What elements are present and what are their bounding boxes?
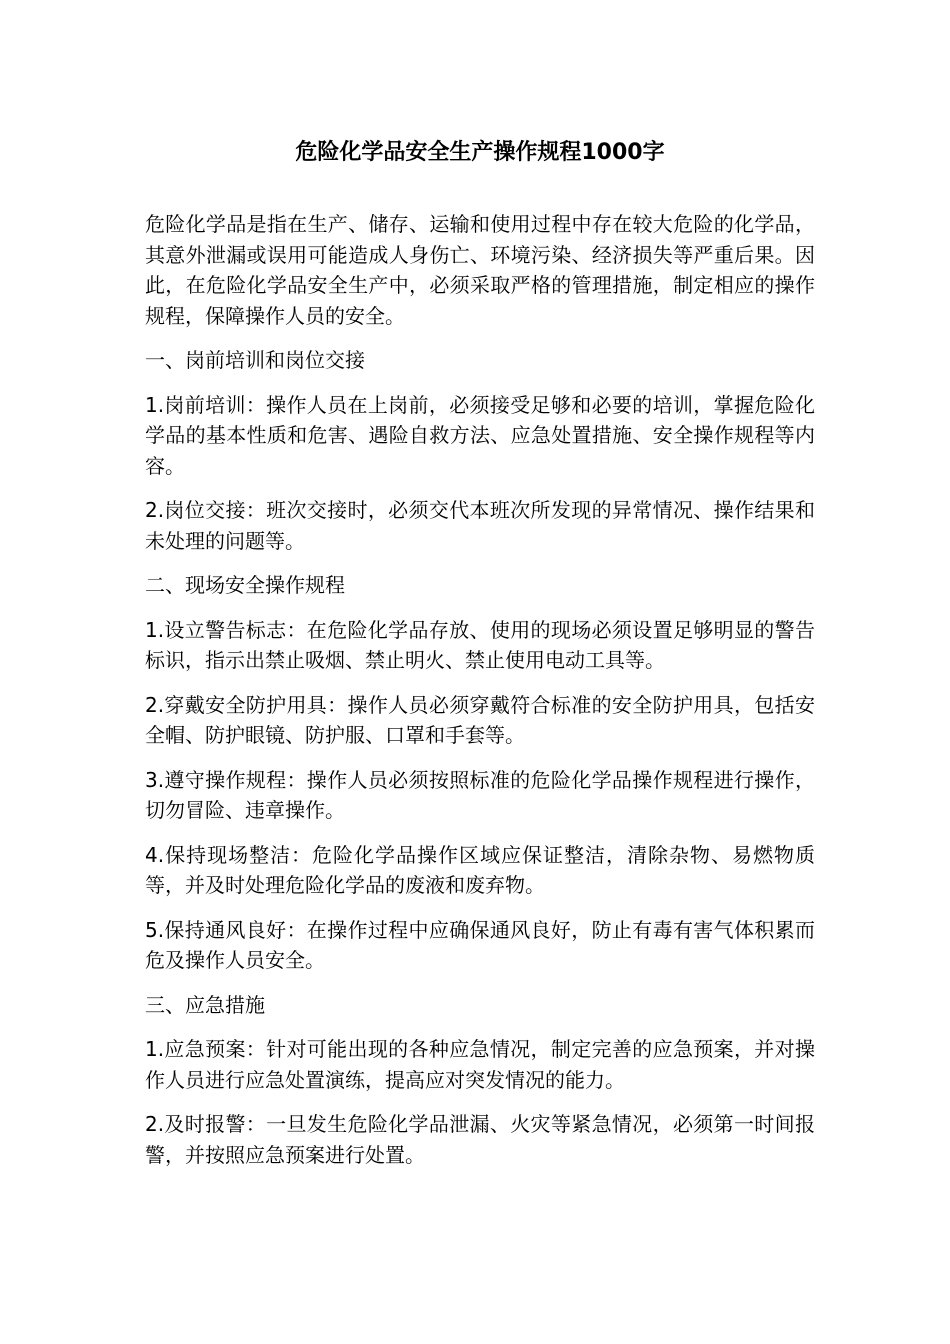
section-item: 2.及时报警：一旦发生危险化学品泄漏、火灾等紧急情况，必须第一时间报警，并按照应急预案进行处置。 — [145, 1112, 815, 1167]
section-item: 1.岗前培训：操作人员在上岗前，必须接受足够和必要的培训，掌握危险化学品的基本性质和危害、遇险自救方法、应急处置措施、安全操作规程等内容。 — [145, 392, 815, 478]
section-item: 2.岗位交接：班次交接时，必须交代本班次所发现的异常情况、操作结果和未处理的问题等。 — [145, 498, 815, 553]
section-item: 4.保持现场整洁：危险化学品操作区域应保证整洁，清除杂物、易燃物质等，并及时处理危险化学品的废液和废弃物。 — [145, 842, 815, 897]
section-item: 1.应急预案：针对可能出现的各种应急情况，制定完善的应急预案，并对操作人员进行应急处置演练，提高应对突发情况的能力。 — [145, 1037, 815, 1092]
document-body — [145, 209, 815, 1184]
section-item: 2.穿戴安全防护用具：操作人员必须穿戴符合标准的安全防护用具，包括安全帽、防护眼镜、防护服、口罩和手套等。 — [145, 692, 815, 747]
section-heading-onsite-operation: 二、现场安全操作规程 — [145, 573, 345, 597]
section-item: 3.遵守操作规程：操作人员必须按照标准的危险化学品操作规程进行操作，切勿冒险、违章操作。 — [145, 767, 815, 822]
section-item: 1.设立警告标志：在危险化学品存放、使用的现场必须设置足够明显的警告标识，指示出禁止吸烟、禁止明火、禁止使用电动工具等。 — [145, 617, 815, 672]
intro-paragraph: 危险化学品是指在生产、储存、运输和使用过程中存在较大危险的化学品，其意外泄漏或误用可能造成人身伤亡、环境污染、经济损失等严重后果。因此，在危险化学品安全生产中，必须采取严格的管理措施，制定相应的操作规程，保障操作人员的安全。 — [145, 212, 815, 328]
section-item: 5.保持通风良好：在操作过程中应确保通风良好，防止有毒有害气体积累而危及操作人员安全。 — [145, 917, 815, 972]
section-heading-training: 一、岗前培训和岗位交接 — [145, 348, 365, 372]
document-title: 危险化学品安全生产操作规程1000字 — [295, 140, 665, 165]
section-heading-emergency: 三、应急措施 — [145, 992, 265, 1017]
